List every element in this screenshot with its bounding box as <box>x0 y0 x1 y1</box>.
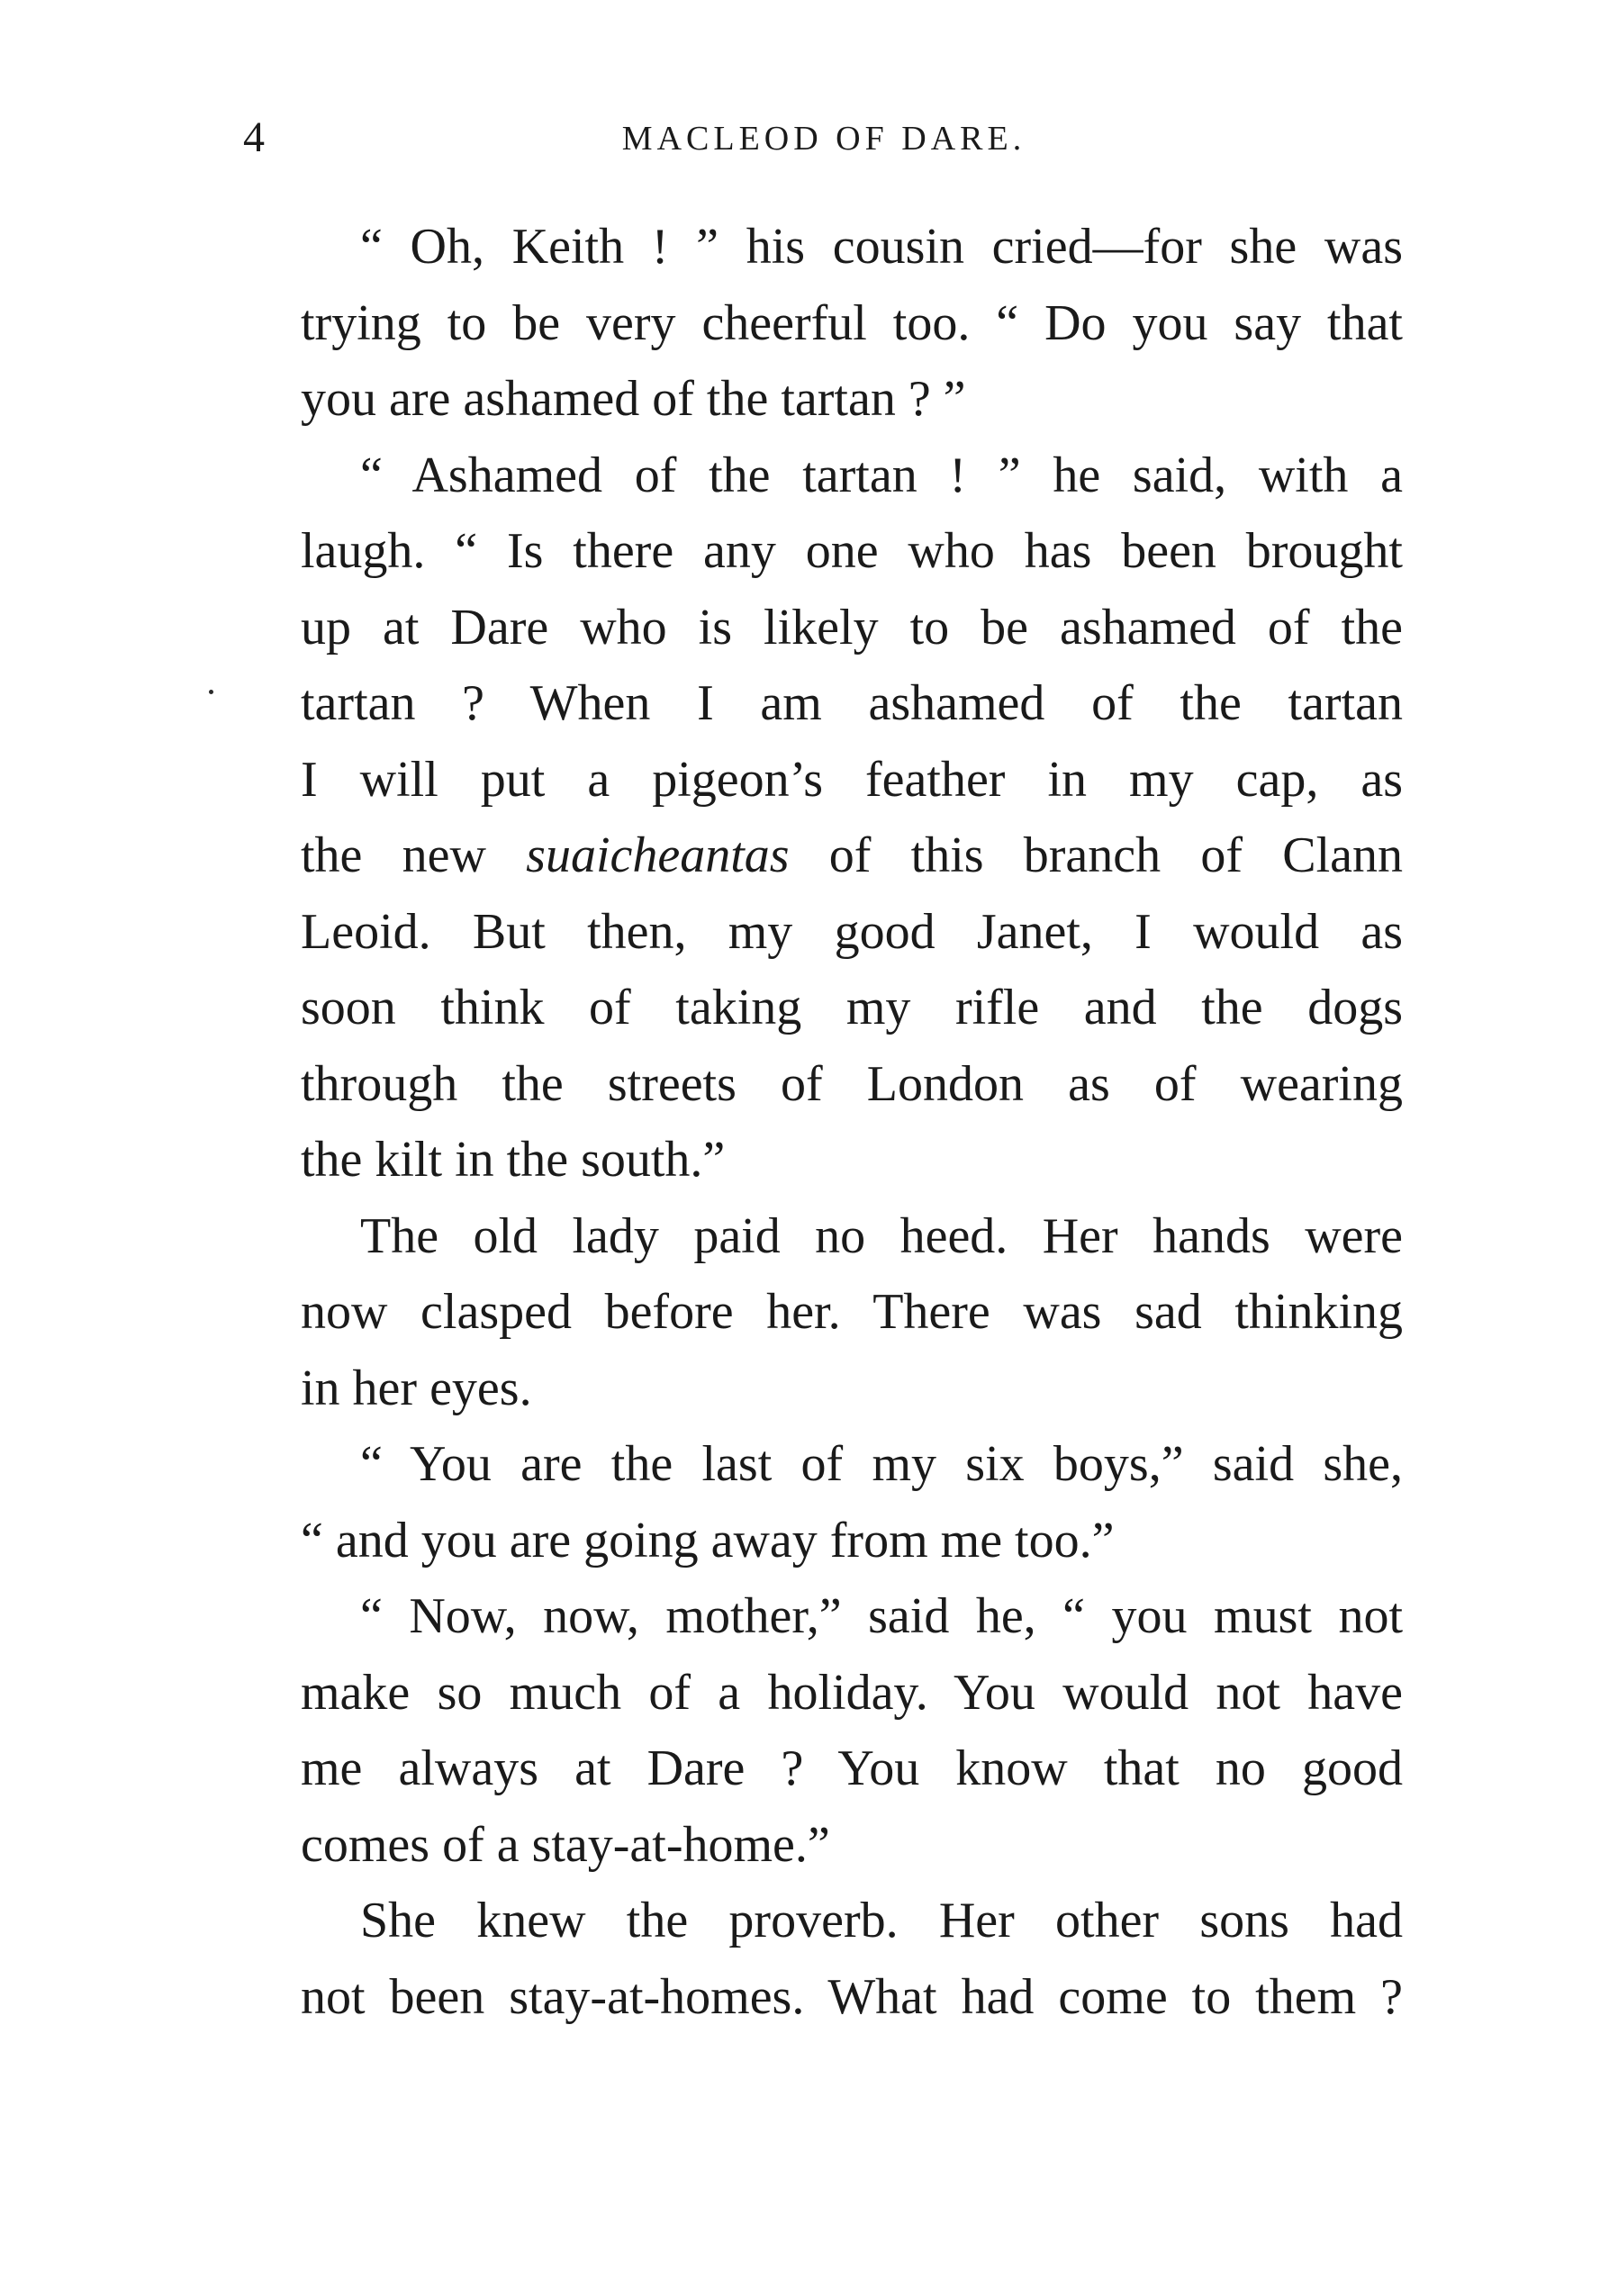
text-line-with-italic <box>241 818 1403 894</box>
text-line: “ You are the last of my six boys,” said she, <box>360 1436 1403 1492</box>
paragraph-6 <box>241 1883 1403 2035</box>
text-line: Leoid. But then, my good Janet, I would as <box>301 903 1403 960</box>
text-line: now clasped before her. There was sad thinking <box>301 1284 1403 1340</box>
text-line: trying to be very cheerful too. “ Do you say that <box>301 294 1403 351</box>
text-line: laugh. “ Is there any one who has been brought <box>301 523 1403 579</box>
paragraph-4 <box>241 1426 1403 1578</box>
paragraph-3 <box>241 1198 1403 1427</box>
text-line: The old lady paid no heed. Her hands were <box>360 1207 1403 1264</box>
text-run: the new <box>301 827 527 883</box>
text-line: I will put a pigeon’s feather in my cap, as <box>301 751 1403 808</box>
text-line: comes of a stay-at-home.” <box>301 1816 830 1873</box>
italic-term: suaicheantas <box>526 827 790 883</box>
text-line: tartan ? When I am ashamed of the tartan <box>301 675 1403 731</box>
text-line: you are ashamed of the tartan ? ” <box>301 371 966 427</box>
page-header <box>234 106 1414 178</box>
text-run: of this branch of Clann <box>789 827 1403 883</box>
text-line: the kilt in the south.” <box>301 1132 726 1188</box>
print-speck <box>209 690 213 694</box>
text-line: up at Dare who is likely to be ashamed of the <box>301 599 1403 655</box>
paragraph-2 <box>241 438 1403 1198</box>
text-line: not been stay-at-homes. What had come to them ? <box>301 1968 1403 2025</box>
text-line: She knew the proverb. Her other sons had <box>360 1893 1403 1948</box>
text-line: me always at Dare ? You know that no good <box>301 1740 1403 1796</box>
paragraph-5 <box>241 1578 1403 1883</box>
text-line: through the streets of London as of wearing <box>301 1055 1403 1112</box>
text-line: “ Oh, Keith ! ” his cousin cried—for she was <box>360 219 1403 275</box>
body-text <box>241 209 1403 2035</box>
page-number: 4 <box>243 113 265 161</box>
text-line: in her eyes. <box>301 1360 532 1416</box>
text-line: make so much of a holiday. You would not have <box>301 1664 1403 1721</box>
text-line: “ and you are going away from me too.” <box>301 1512 1115 1568</box>
paragraph-1 <box>241 209 1403 438</box>
running-title: MACLEOD OF DARE. <box>621 120 1026 158</box>
text-line: soon think of taking my rifle and the dogs <box>301 980 1403 1035</box>
text-line: “ Ashamed of the tartan ! ” he said, with a <box>360 447 1403 503</box>
text-line: “ Now, now, mother,” said he, “ you must not <box>360 1588 1403 1644</box>
